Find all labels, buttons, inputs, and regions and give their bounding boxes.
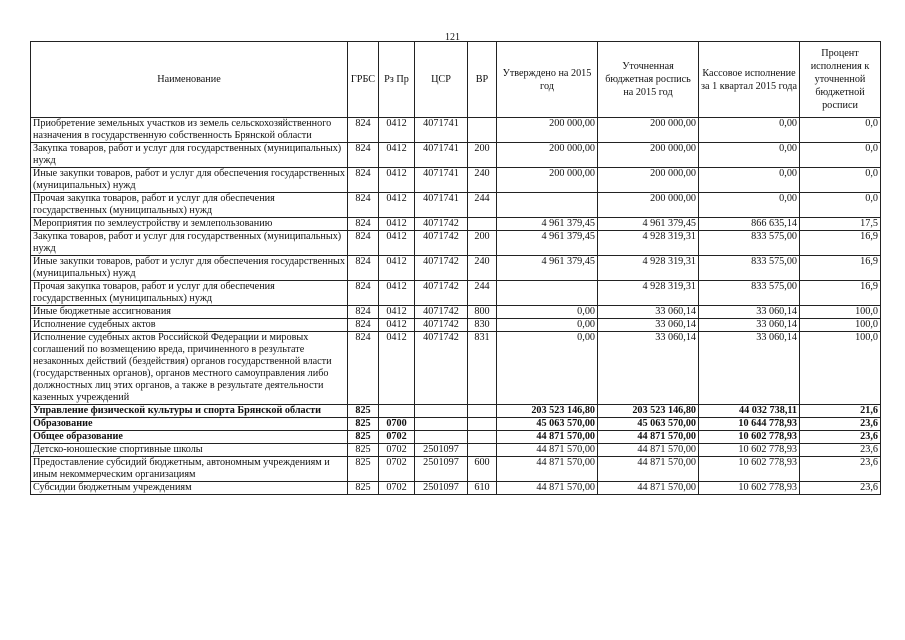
- cell-approved: 44 871 570,00: [497, 431, 598, 444]
- cell-percent: 17,5: [800, 218, 881, 231]
- table-row: [31, 431, 881, 444]
- cell-refined: 44 871 570,00: [598, 431, 699, 444]
- table-row: [31, 231, 881, 256]
- cell-cash: 44 032 738,11: [699, 405, 800, 418]
- cell-cash: 10 644 778,93: [699, 418, 800, 431]
- cell-grbs: 825: [348, 405, 379, 418]
- cell-refined: 203 523 146,80: [598, 405, 699, 418]
- table-header-row: [31, 42, 881, 118]
- cell-cash: 10 602 778,93: [699, 482, 800, 495]
- cell-cash: 33 060,14: [699, 332, 800, 405]
- cell-cash: 10 602 778,93: [699, 444, 800, 457]
- cell-approved: [497, 193, 598, 218]
- cell-vr: 800: [468, 306, 497, 319]
- cell-grbs: 824: [348, 143, 379, 168]
- cell-csr: 4071741: [415, 143, 468, 168]
- cell-cash: 33 060,14: [699, 306, 800, 319]
- cell-vr: 600: [468, 457, 497, 482]
- cell-name: Закупка товаров, работ и услуг для государственных (муниципальных) нужд: [31, 143, 348, 168]
- table-row: [31, 168, 881, 193]
- cell-refined: 33 060,14: [598, 306, 699, 319]
- cell-csr: 4071742: [415, 231, 468, 256]
- table-row: [31, 306, 881, 319]
- cell-percent: 0,0: [800, 168, 881, 193]
- cell-rz-pr: 0702: [379, 457, 415, 482]
- cell-vr: [468, 444, 497, 457]
- cell-csr: 4071742: [415, 281, 468, 306]
- budget-execution-table: [30, 41, 881, 495]
- cell-percent: 23,6: [800, 418, 881, 431]
- cell-csr: [415, 418, 468, 431]
- cell-grbs: 824: [348, 319, 379, 332]
- cell-vr: 200: [468, 143, 497, 168]
- cell-grbs: 824: [348, 231, 379, 256]
- column-header-grbs: ГРБС: [348, 42, 379, 118]
- column-header-percent: Процент исполнения к уточненной бюджетной росписи: [800, 42, 881, 118]
- cell-cash: 866 635,14: [699, 218, 800, 231]
- cell-vr: 831: [468, 332, 497, 405]
- column-header-cash: Кассовое исполнение за 1 квартал 2015 года: [699, 42, 800, 118]
- cell-cash: 10 602 778,93: [699, 431, 800, 444]
- cell-name: Предоставление субсидий бюджетным, автономным учреждениям и иным некоммерческим организациям: [31, 457, 348, 482]
- cell-approved: 44 871 570,00: [497, 457, 598, 482]
- cell-name: Общее образование: [31, 431, 348, 444]
- column-header-vr: ВР: [468, 42, 497, 118]
- table-row: [31, 482, 881, 495]
- cell-cash: 0,00: [699, 168, 800, 193]
- table-row: [31, 457, 881, 482]
- cell-refined: 200 000,00: [598, 118, 699, 143]
- cell-name: Субсидии бюджетным учреждениям: [31, 482, 348, 495]
- cell-cash: 0,00: [699, 143, 800, 168]
- cell-percent: 23,6: [800, 457, 881, 482]
- cell-rz-pr: 0412: [379, 118, 415, 143]
- cell-csr: 2501097: [415, 457, 468, 482]
- cell-grbs: 824: [348, 332, 379, 405]
- cell-name: Закупка товаров, работ и услуг для государственных (муниципальных) нужд: [31, 231, 348, 256]
- column-header-refined: Уточненная бюджетная роспись на 2015 год: [598, 42, 699, 118]
- cell-refined: 45 063 570,00: [598, 418, 699, 431]
- cell-grbs: 824: [348, 256, 379, 281]
- cell-csr: 4071741: [415, 168, 468, 193]
- cell-cash: 0,00: [699, 118, 800, 143]
- cell-approved: 200 000,00: [497, 118, 598, 143]
- cell-percent: 100,0: [800, 319, 881, 332]
- cell-name: Иные закупки товаров, работ и услуг для обеспечения государственных (муниципальных) нужд: [31, 168, 348, 193]
- column-header-rz-pr: Рз Пр: [379, 42, 415, 118]
- cell-name: Исполнение судебных актов: [31, 319, 348, 332]
- cell-name: Детско-юношеские спортивные школы: [31, 444, 348, 457]
- table-row: [31, 193, 881, 218]
- cell-percent: 21,6: [800, 405, 881, 418]
- cell-rz-pr: 0702: [379, 431, 415, 444]
- cell-refined: 4 928 319,31: [598, 281, 699, 306]
- cell-grbs: 825: [348, 457, 379, 482]
- cell-approved: 45 063 570,00: [497, 418, 598, 431]
- cell-refined: 200 000,00: [598, 168, 699, 193]
- cell-csr: [415, 405, 468, 418]
- cell-percent: 23,6: [800, 444, 881, 457]
- cell-cash: 833 575,00: [699, 231, 800, 256]
- cell-refined: 4 928 319,31: [598, 256, 699, 281]
- cell-name: Мероприятия по землеустройству и землепользованию: [31, 218, 348, 231]
- cell-percent: 0,0: [800, 118, 881, 143]
- cell-refined: 44 871 570,00: [598, 482, 699, 495]
- cell-grbs: 824: [348, 193, 379, 218]
- table-row: [31, 118, 881, 143]
- cell-rz-pr: 0412: [379, 143, 415, 168]
- cell-grbs: 824: [348, 118, 379, 143]
- cell-grbs: 825: [348, 418, 379, 431]
- table-row: [31, 319, 881, 332]
- cell-grbs: 824: [348, 168, 379, 193]
- cell-approved: 203 523 146,80: [497, 405, 598, 418]
- cell-approved: 44 871 570,00: [497, 482, 598, 495]
- cell-cash: 833 575,00: [699, 256, 800, 281]
- table-row: [31, 281, 881, 306]
- cell-csr: [415, 431, 468, 444]
- cell-csr: 4071742: [415, 256, 468, 281]
- cell-rz-pr: 0412: [379, 256, 415, 281]
- cell-rz-pr: 0412: [379, 231, 415, 256]
- cell-grbs: 824: [348, 218, 379, 231]
- table-row: [31, 332, 881, 405]
- cell-rz-pr: 0412: [379, 218, 415, 231]
- table-row: [31, 143, 881, 168]
- cell-name: Прочая закупка товаров, работ и услуг для обеспечения государственных (муниципальных) нужд: [31, 193, 348, 218]
- cell-rz-pr: 0412: [379, 281, 415, 306]
- cell-approved: [497, 281, 598, 306]
- cell-csr: 2501097: [415, 444, 468, 457]
- cell-approved: 200 000,00: [497, 143, 598, 168]
- cell-refined: 44 871 570,00: [598, 444, 699, 457]
- cell-name: Управление физической культуры и спорта Брянской области: [31, 405, 348, 418]
- cell-percent: 100,0: [800, 306, 881, 319]
- cell-csr: 4071742: [415, 306, 468, 319]
- cell-rz-pr: 0412: [379, 193, 415, 218]
- cell-percent: 100,0: [800, 332, 881, 405]
- cell-refined: 44 871 570,00: [598, 457, 699, 482]
- cell-percent: 16,9: [800, 281, 881, 306]
- cell-rz-pr: 0412: [379, 306, 415, 319]
- cell-approved: 4 961 379,45: [497, 256, 598, 281]
- cell-vr: [468, 431, 497, 444]
- cell-name: Образование: [31, 418, 348, 431]
- table-row: [31, 444, 881, 457]
- cell-csr: 4071742: [415, 332, 468, 405]
- cell-approved: 0,00: [497, 306, 598, 319]
- cell-approved: 0,00: [497, 319, 598, 332]
- cell-percent: 16,9: [800, 256, 881, 281]
- cell-vr: 240: [468, 168, 497, 193]
- cell-vr: [468, 218, 497, 231]
- cell-refined: 4 928 319,31: [598, 231, 699, 256]
- cell-csr: 4071742: [415, 319, 468, 332]
- cell-refined: 200 000,00: [598, 193, 699, 218]
- column-header-csr: ЦСР: [415, 42, 468, 118]
- cell-cash: 833 575,00: [699, 281, 800, 306]
- cell-name: Приобретение земельных участков из земель сельскохозяйственного назначения в государственную собственность Брянской области: [31, 118, 348, 143]
- cell-percent: 23,6: [800, 431, 881, 444]
- cell-name: Иные закупки товаров, работ и услуг для обеспечения государственных (муниципальных) нужд: [31, 256, 348, 281]
- cell-approved: 44 871 570,00: [497, 444, 598, 457]
- cell-csr: 4071741: [415, 193, 468, 218]
- cell-vr: [468, 418, 497, 431]
- cell-rz-pr: 0412: [379, 168, 415, 193]
- cell-vr: [468, 118, 497, 143]
- table-body: [31, 118, 881, 495]
- cell-grbs: 825: [348, 482, 379, 495]
- cell-name: Исполнение судебных актов Российской Федерации и мировых соглашений по возмещению вреда, причиненного в результате незаконных действий (бездействия) органов государственной власти (государственных органов), органов местного самоуправления либо должностных лиц этих органов, а также в результате деятельности казенных учреждений: [31, 332, 348, 405]
- cell-refined: 200 000,00: [598, 143, 699, 168]
- cell-percent: 0,0: [800, 193, 881, 218]
- cell-grbs: 824: [348, 281, 379, 306]
- table-row: [31, 256, 881, 281]
- cell-csr: 4071742: [415, 218, 468, 231]
- column-header-approved: Утверждено на 2015 год: [497, 42, 598, 118]
- cell-csr: 2501097: [415, 482, 468, 495]
- table-row: [31, 218, 881, 231]
- cell-rz-pr: 0412: [379, 332, 415, 405]
- cell-name: Иные бюджетные ассигнования: [31, 306, 348, 319]
- cell-grbs: 825: [348, 444, 379, 457]
- cell-vr: 830: [468, 319, 497, 332]
- cell-rz-pr: 0412: [379, 319, 415, 332]
- cell-rz-pr: [379, 405, 415, 418]
- cell-percent: 23,6: [800, 482, 881, 495]
- table-row: [31, 405, 881, 418]
- cell-approved: 0,00: [497, 332, 598, 405]
- cell-refined: 33 060,14: [598, 319, 699, 332]
- cell-percent: 0,0: [800, 143, 881, 168]
- cell-grbs: 824: [348, 306, 379, 319]
- cell-approved: 4 961 379,45: [497, 231, 598, 256]
- cell-refined: 4 961 379,45: [598, 218, 699, 231]
- cell-rz-pr: 0700: [379, 418, 415, 431]
- cell-approved: 4 961 379,45: [497, 218, 598, 231]
- cell-vr: [468, 405, 497, 418]
- cell-grbs: 825: [348, 431, 379, 444]
- table-row: [31, 418, 881, 431]
- cell-csr: 4071741: [415, 118, 468, 143]
- cell-refined: 33 060,14: [598, 332, 699, 405]
- cell-approved: 200 000,00: [497, 168, 598, 193]
- page-number: 121: [445, 32, 460, 43]
- cell-cash: 0,00: [699, 193, 800, 218]
- cell-percent: 16,9: [800, 231, 881, 256]
- cell-vr: 244: [468, 281, 497, 306]
- cell-cash: 10 602 778,93: [699, 457, 800, 482]
- cell-vr: 610: [468, 482, 497, 495]
- cell-rz-pr: 0702: [379, 482, 415, 495]
- cell-vr: 244: [468, 193, 497, 218]
- cell-rz-pr: 0702: [379, 444, 415, 457]
- column-header-name: Наименование: [31, 42, 348, 118]
- cell-vr: 240: [468, 256, 497, 281]
- cell-cash: 33 060,14: [699, 319, 800, 332]
- cell-vr: 200: [468, 231, 497, 256]
- cell-name: Прочая закупка товаров, работ и услуг для обеспечения государственных (муниципальных) нужд: [31, 281, 348, 306]
